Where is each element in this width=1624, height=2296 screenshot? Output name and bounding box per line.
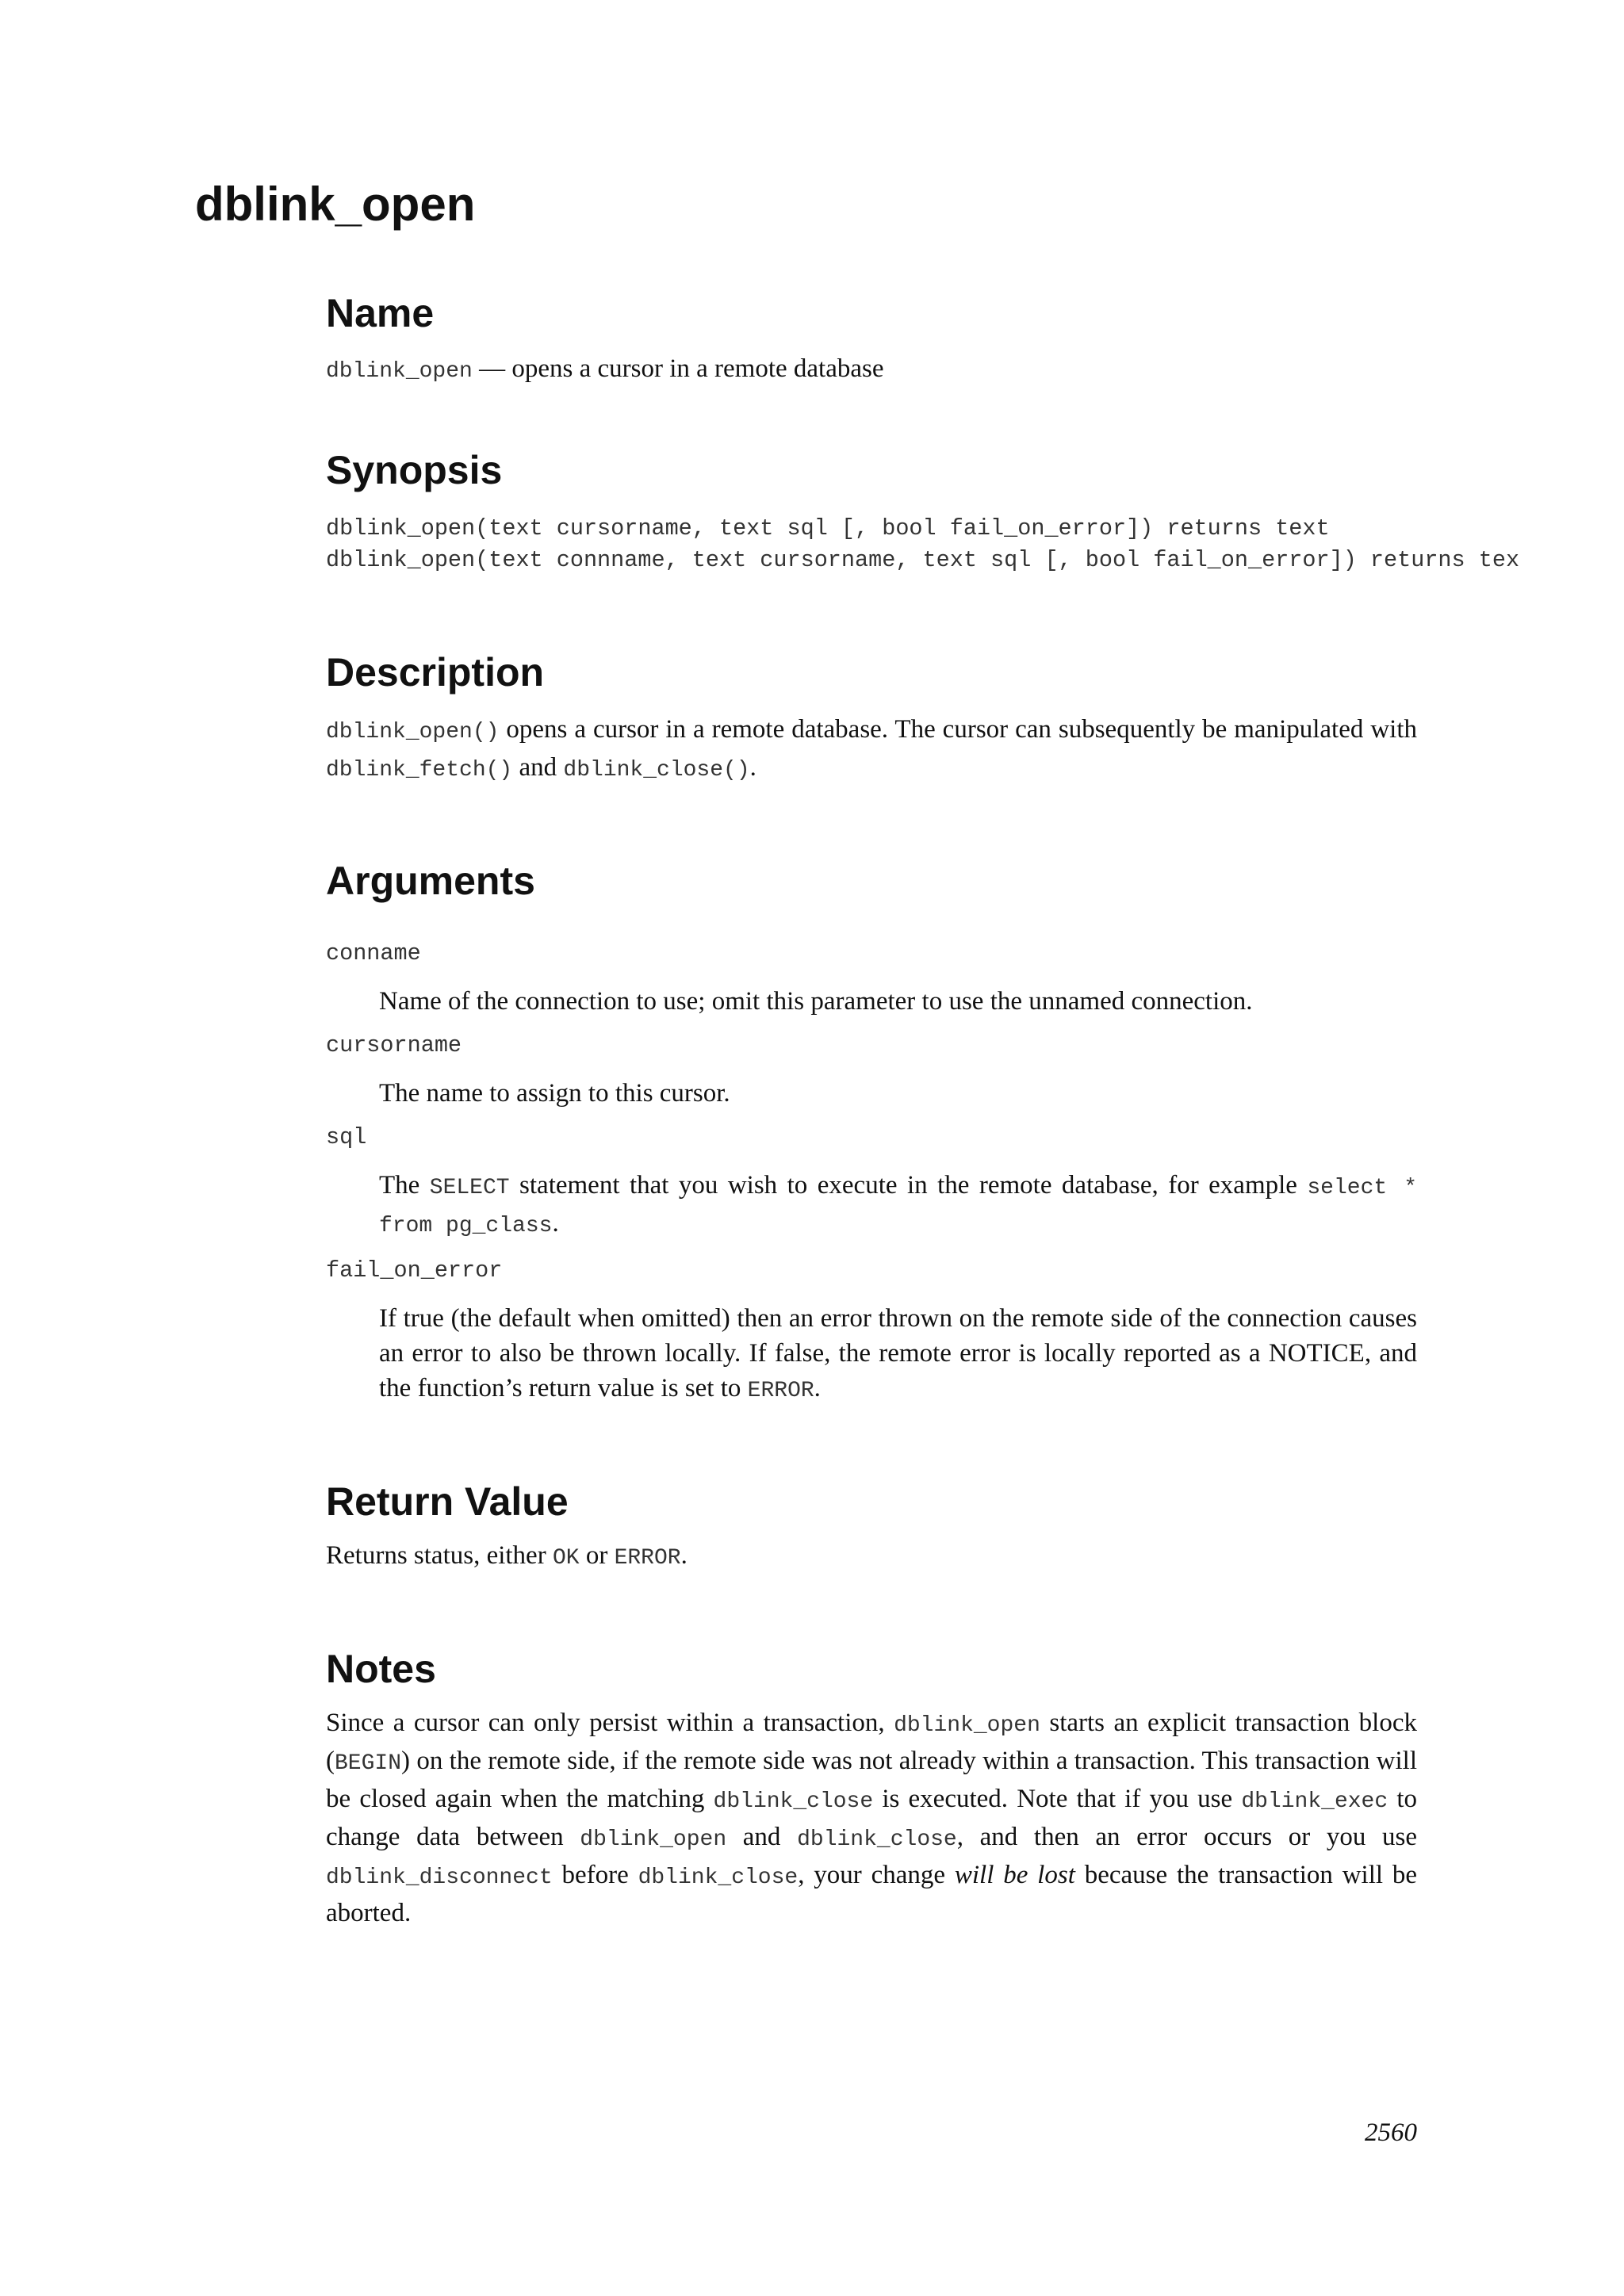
return-value-heading: Return Value [326, 1479, 569, 1524]
argument-term: fail_on_error [326, 1257, 503, 1284]
synopsis-heading: Synopsis [326, 448, 503, 492]
argument-text: If true (the default when omitted) then an error thrown on the remote side of the connection causes an error to also be thrown locally. If false, the remote error is locally reported as a NOTICE, and the function’s return value is set to [379, 1304, 1417, 1402]
code-example: select * from pg_class [379, 1176, 1417, 1238]
return-text: Returns status, either [326, 1541, 553, 1570]
code-dblink-fetch: dblink_fetch() [326, 758, 513, 783]
argument-description: Name of the connection to use; omit this parameter to use the unnamed connection. [379, 987, 1253, 1016]
refentry-content [326, 291, 1520, 1931]
argument-fail-on-error [326, 1255, 1417, 1409]
name-purpose-text: — opens a cursor in a remote database [472, 354, 884, 383]
argument-sql [326, 1122, 1417, 1244]
description-paragraph [326, 712, 1417, 788]
argument-text: . [552, 1209, 559, 1238]
code-dblink-open: dblink_open [894, 1713, 1040, 1738]
notes-text: starts an explicit transaction block ( [326, 1709, 1417, 1775]
synopsis-block [326, 513, 1520, 576]
code-error: ERROR [614, 1546, 681, 1571]
argument-text: The [379, 1171, 430, 1200]
notes-text: before [552, 1861, 638, 1889]
notes-text: , and then an error occurs or you use [956, 1823, 1417, 1851]
name-section [326, 292, 1417, 389]
description-section [326, 651, 1417, 788]
code-dblink-close: dblink_close [797, 1827, 957, 1852]
name-function: dblink_open [326, 359, 473, 384]
notes-text: ) on the remote side, if the remote side was not already within a transaction. This transaction will be closed again when the matching [326, 1747, 1417, 1813]
return-value-paragraph [326, 1538, 1417, 1576]
description-text: opens a cursor in a remote database. The cursor can subsequently be manipulated with [499, 715, 1417, 744]
notes-section [326, 1647, 1417, 1931]
notes-heading: Notes [326, 1647, 436, 1691]
description-text: . [749, 753, 756, 782]
argument-text: . [814, 1374, 821, 1402]
code-ok: OK [552, 1546, 580, 1571]
argument-term: conname [326, 940, 421, 966]
notes-paragraph [326, 1705, 1417, 1931]
name-heading: Name [326, 291, 435, 335]
argument-term: cursorname [326, 1032, 462, 1058]
argument-cursorname [326, 1030, 1417, 1111]
notes-text: because the transaction will be aborted. [326, 1861, 1417, 1927]
notes-text: and [726, 1823, 798, 1851]
code-dblink-close: dblink_close [638, 1866, 799, 1890]
argument-description [379, 1168, 1417, 1244]
page-number: 2560 [1365, 2118, 1417, 2147]
argument-conname [326, 938, 1417, 1019]
synopsis-line: dblink_open(text connname, text cursorname, text sql [, bool fail_on_error]) returns tex [326, 547, 1520, 573]
return-text: or [579, 1541, 615, 1570]
code-dblink-close: dblink_close [713, 1789, 874, 1814]
argument-description: The name to assign to this cursor. [379, 1079, 730, 1108]
arguments-heading: Arguments [326, 859, 535, 903]
notes-text: to change data between [326, 1785, 1418, 1851]
code-dblink-open: dblink_open [580, 1827, 727, 1852]
page-title: dblink_open [195, 178, 476, 231]
synopsis-line: dblink_open(text cursorname, text sql [, bool fail_on_error]) returns text [326, 515, 1330, 541]
code-select: SELECT [429, 1176, 510, 1200]
notes-text: is executed. Note that if you use [873, 1785, 1242, 1813]
name-purpose [326, 351, 1417, 389]
code-error: ERROR [747, 1379, 814, 1403]
description-text: and [512, 753, 564, 782]
argument-term: sql [326, 1124, 367, 1150]
code-begin: BEGIN [335, 1751, 402, 1776]
description-heading: Description [326, 650, 545, 695]
argument-description [379, 1301, 1417, 1409]
code-dblink-close: dblink_close() [563, 758, 750, 783]
notes-text: Since a cursor can only persist within a transaction, [326, 1709, 894, 1737]
return-text: . [680, 1541, 688, 1570]
notes-text: , your change [798, 1861, 955, 1889]
code-dblink-exec: dblink_exec [1241, 1789, 1388, 1814]
synopsis-section [326, 448, 1520, 576]
arguments-section [326, 859, 1417, 1409]
argument-text: statement that you wish to execute in the remote database, for example [509, 1171, 1308, 1200]
emphasis: will be lost [954, 1861, 1075, 1889]
code-dblink-disconnect: dblink_disconnect [326, 1866, 553, 1890]
code-dblink-open: dblink_open() [326, 720, 500, 744]
return-value-section [326, 1480, 1417, 1576]
